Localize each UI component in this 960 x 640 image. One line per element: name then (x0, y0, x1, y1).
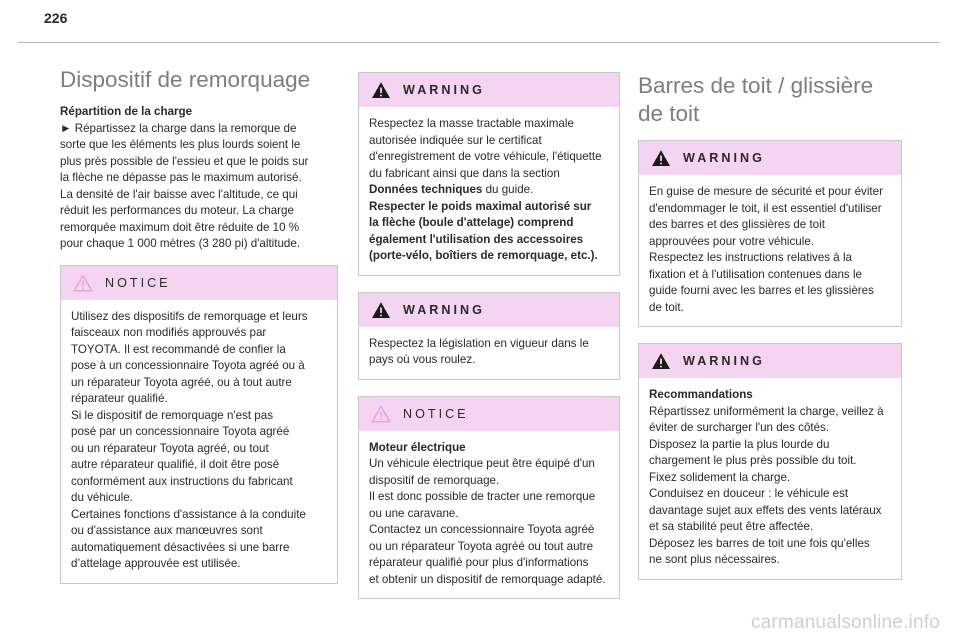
notice-triangle-icon (73, 274, 93, 292)
notice-box-towing-devices (60, 265, 338, 584)
text-line: ou un réparateur Toyota agréé ou tout autre (369, 539, 594, 553)
text-line: Respectez la masse tractable maximale (369, 117, 574, 130)
notice-label: NOTICE (105, 275, 171, 290)
warning-triangle-icon (371, 301, 391, 319)
warning-triangle-icon (651, 352, 671, 370)
text-line: sorte que les éléments les plus lourds soient le (60, 138, 301, 151)
notice-box-electric-motor (358, 396, 620, 600)
text-line: faisceaux non modifiés approuvés par (71, 326, 267, 339)
text-line: ou une caravane. (369, 506, 459, 520)
text-line: pose à un concessionnaire Toyota agréé ou à (71, 359, 305, 372)
text-fragment: du guide. (482, 183, 534, 196)
warning-triangle-icon (371, 81, 391, 99)
warning-label: WARNING (683, 354, 765, 368)
text-line-bold: Respecter le poids maximal autorisé sur (369, 199, 592, 213)
text-line: automatiquement désactivées si une barre (71, 540, 290, 554)
text-line: pays où vous roulez. (369, 353, 476, 366)
text-line: éviter de surcharger l'un des côtés. (649, 421, 830, 434)
text-line: d'endommager le toit, il est essentiel d'utiliser (649, 201, 882, 215)
text-line: plus près possible de l'essieu et que le poids sur (60, 154, 309, 168)
text-line: de toit. (649, 300, 684, 314)
text-line-mixed (369, 182, 609, 199)
text-line: des barres et des glissières de toit (649, 218, 825, 231)
text-line: réparateur qualifié pour plus d'informations (369, 556, 589, 569)
text-line: et obtenir un dispositif de remorquage adapté. (369, 572, 606, 586)
notice-header (359, 397, 619, 431)
text-line: remorquée maximum doit être réduite de 10 % (60, 220, 300, 234)
text-line: approuvées pour votre véhicule. (649, 234, 814, 248)
text-line: Certaines fonctions d'assistance à la conduite (71, 507, 306, 521)
section-title-roof-bars (638, 72, 902, 128)
notice-label: NOTICE (403, 406, 469, 421)
warning-header (639, 344, 901, 378)
technical-data-reference: Données techniques (369, 183, 483, 196)
warning-label: WARNING (403, 302, 485, 317)
warning-body (359, 327, 619, 379)
notice-body (61, 300, 337, 583)
text-line: Disposez la partie la plus lourde du (649, 437, 830, 451)
text-line: un réparateur Toyota agréé, ou à tout autre (71, 375, 292, 389)
text-line-bold: également l'utilisation des accessoires (369, 232, 584, 246)
notice-triangle-icon (371, 405, 391, 423)
text-line: d'enregistrement de votre véhicule, l'étiquette (369, 150, 602, 163)
column-towing-warnings (358, 72, 620, 615)
text-line: Respectez la législation en vigueur dans le (369, 336, 589, 350)
text-line: posé par un concessionnaire Toyota agréé (71, 425, 290, 438)
warning-body (639, 378, 901, 579)
title-line: Barres de toit / glissière (638, 73, 874, 98)
text-line-bold: (porte-vélo, boîtiers de remorquage, etc.). (369, 249, 598, 262)
column-towing (60, 66, 338, 600)
title-line: de toit (638, 101, 700, 126)
text-line: Utilisez des dispositifs de remorquage et leurs (71, 309, 308, 323)
warning-box-towable-mass (358, 72, 620, 276)
notice-header (61, 266, 337, 300)
page-number: 226 (44, 10, 68, 26)
text-line: TOYOTA. Il est recommandé de confier la (71, 342, 286, 356)
text-line: autre réparateur qualifié, il doit être posé (71, 458, 280, 471)
section-title-towing: Dispositif de remorquage (60, 67, 311, 92)
subheading-load-distribution: Répartition de la charge (60, 105, 193, 118)
text-line: Respectez les instructions relatives à la (649, 251, 852, 264)
text-line: davantage sujet aux effets des vents latéraux (649, 503, 882, 517)
text-line: dispositif de remorquage. (369, 473, 500, 487)
warning-header (359, 293, 619, 327)
text-line: du fabricant ainsi que dans la section (369, 166, 560, 180)
text-line: réduit les performances du moteur. La charge (60, 204, 294, 217)
text-line: et sa stabilité peut être affectée. (649, 520, 814, 533)
warning-label: WARNING (683, 151, 765, 165)
text-line-bold: la flèche (boule d'attelage) comprend (369, 216, 574, 229)
text-line: ou d'assistance aux manœuvres sont (71, 524, 263, 537)
warning-triangle-icon (651, 149, 671, 167)
text-line: fixation et à l'utilisation contenues dans le (649, 267, 862, 281)
text-line: Un véhicule électrique peut être équipé d'un (369, 457, 595, 470)
text-line: d’attelage approuvée est utilisée. (71, 557, 241, 570)
warning-box-recommendations (638, 343, 902, 580)
text-line: ou un réparateur Toyota agréé, ou tout (71, 441, 269, 455)
column-roof-bars (638, 72, 902, 596)
text-line: chargement le plus près possible du toit. (649, 454, 857, 467)
load-distribution-text (60, 104, 338, 253)
warning-label: WARNING (403, 83, 485, 97)
text-line: Répartissez uniformément la charge, veillez à (649, 404, 884, 418)
warning-header (359, 73, 619, 107)
text-line: la flèche ne dépasse pas le maximum autorisé. (60, 171, 302, 184)
text-line: ► Répartissez la charge dans la remorque de (60, 121, 297, 135)
text-line: Conduisez en douceur : le véhicule est (649, 487, 849, 500)
text-line: autorisée indiquée sur le certificat (369, 133, 542, 147)
text-line: ne sont plus nécessaires. (649, 553, 780, 566)
warning-box-legislation (358, 292, 620, 380)
warning-body (359, 107, 619, 275)
text-line: Fixez solidement la charge. (649, 470, 791, 484)
notice-body (359, 431, 619, 599)
warning-body (639, 175, 901, 326)
warning-heading: Recommandations (649, 388, 753, 401)
notice-heading: Moteur électrique (369, 440, 466, 454)
watermark: carmanualsonline.info (750, 612, 940, 633)
text-line: pour chaque 1 000 mètres (3 280 pi) d'altitude. (60, 237, 301, 250)
header-divider (18, 42, 940, 43)
warning-box-roof-safety (638, 140, 902, 327)
text-line: guide fourni avec les barres et les glissières (649, 284, 874, 297)
text-line: Contactez un concessionnaire Toyota agréé (369, 523, 595, 536)
text-line: Déposez les barres de toit une fois qu'elles (649, 536, 870, 550)
warning-header (639, 141, 901, 175)
text-line: réparateur qualifié. (71, 392, 168, 405)
text-line: La densité de l'air baisse avec l'altitude, ce qui (60, 187, 298, 201)
text-line: Si le dispositif de remorquage n'est pas (71, 408, 273, 422)
text-line: du véhicule. (71, 491, 133, 504)
text-line: Il est donc possible de tracter une remorque (369, 490, 596, 503)
text-line: En guise de mesure de sécurité et pour éviter (649, 185, 883, 198)
text-line: conformément aux instructions du fabricant (71, 474, 293, 488)
